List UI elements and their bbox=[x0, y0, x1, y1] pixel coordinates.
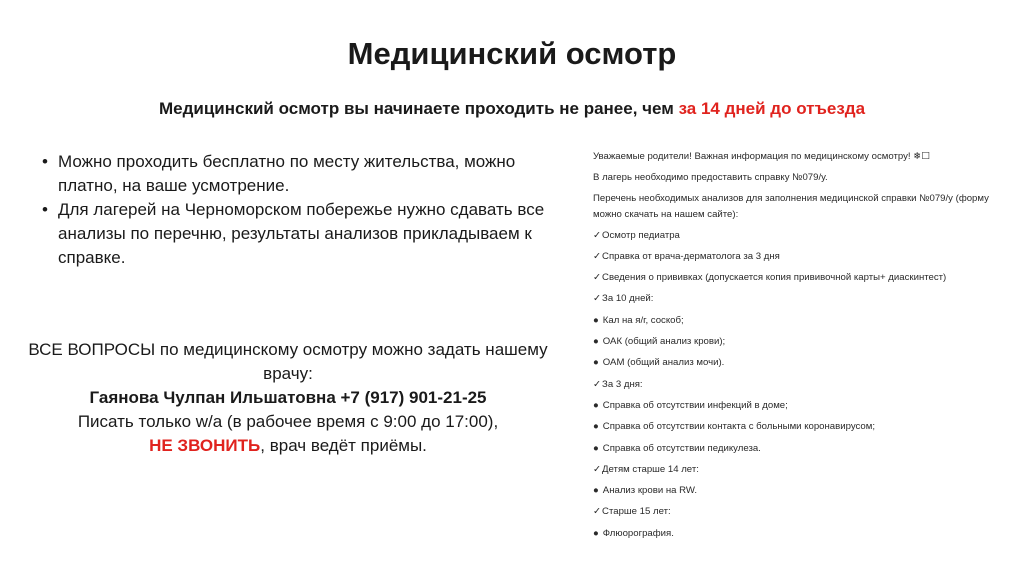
doc-list-item-text: Кал на я/г, соскоб; bbox=[602, 314, 684, 326]
doc-list-item-text: ОАК (общий анализ крови); bbox=[602, 336, 726, 348]
info-bullet-list bbox=[36, 150, 551, 270]
contact-intro: ВСЕ ВОПРОСЫ по медицинскому осмотру можно задать нашему врачу: bbox=[28, 340, 548, 383]
doc-list-item bbox=[593, 480, 1013, 501]
doc-list-item bbox=[593, 416, 1013, 437]
subtitle-text: Медицинский осмотр вы начинаете проходить не ранее, чем bbox=[158, 99, 679, 118]
doc-list-item bbox=[593, 267, 1013, 288]
checkmark-icon: ✓ bbox=[593, 378, 602, 390]
contact-hours: Писать только w/a (в рабочее время с 9:00 до 17:00), bbox=[77, 412, 499, 431]
doc-list-item bbox=[593, 374, 1013, 395]
bullet-dot-icon: ● bbox=[593, 399, 599, 411]
doc-list-item-text: Справка от врача-дерматолога за 3 дня bbox=[602, 250, 780, 262]
subtitle bbox=[0, 99, 1024, 119]
doc-list-item bbox=[593, 352, 1013, 373]
bullet-dot-icon: • bbox=[42, 152, 48, 171]
doc-greeting bbox=[593, 146, 1013, 167]
doc-greeting-text: Уважаемые родители! Важная информация по медицинскому осмотру! bbox=[593, 151, 914, 162]
bullet-dot-icon: • bbox=[42, 200, 48, 219]
checkmark-icon: ✓ bbox=[593, 272, 602, 284]
do-not-call-warning: НЕ ЗВОНИТЬ bbox=[149, 436, 261, 455]
doc-list-item bbox=[593, 438, 1013, 459]
doc-list-item-text: Справка об отсутствии педикулеза. bbox=[602, 442, 761, 454]
bullet-dot-icon: ● bbox=[593, 357, 599, 369]
checkmark-icon: ✓ bbox=[593, 293, 602, 305]
doc-list-item-text: Детям старше 14 лет: bbox=[602, 463, 699, 475]
snowflake-icon: ❄☐ bbox=[913, 151, 930, 162]
info-bullet-text: Можно проходить бесплатно по месту жительства, можно платно, на ваше усмотрение. bbox=[58, 152, 516, 195]
checkmark-icon: ✓ bbox=[593, 229, 602, 241]
doc-list-item-text: Справка об отсутствии инфекций в доме; bbox=[602, 399, 788, 411]
doc-list-item bbox=[593, 501, 1013, 522]
doc-certificate-line: В лагерь необходимо предоставить справку №079/у. bbox=[593, 172, 828, 184]
subtitle-highlight: за 14 дней до отъезда bbox=[678, 99, 866, 118]
doc-list-item bbox=[593, 246, 1013, 267]
info-bullet-text: Для лагерей на Черноморском побережье нужно сдавать все анализы по перечню, результаты анализов прикладываем к справке. bbox=[58, 200, 545, 267]
bullet-dot-icon: ● bbox=[593, 336, 599, 348]
doc-list-item-text: ОАМ (общий анализ мочи). bbox=[602, 357, 725, 369]
info-bullet bbox=[36, 150, 551, 198]
doc-list-item-text: Старше 15 лет: bbox=[602, 506, 671, 518]
doctor-name-phone: Гаянова Чулпан Ильшатовна +7 (917) 901-21-25 bbox=[89, 388, 487, 407]
doc-analyses-intro: Перечень необходимых анализов для заполнения медицинской справки №079/у (форму можно скачать на нашем сайте): bbox=[593, 192, 989, 220]
bullet-dot-icon: ● bbox=[593, 421, 599, 433]
doc-list-item bbox=[593, 523, 1013, 544]
doc-list-item bbox=[593, 459, 1013, 480]
doc-items-list bbox=[593, 225, 1013, 544]
doc-list-item bbox=[593, 225, 1013, 246]
checkmark-icon: ✓ bbox=[593, 463, 602, 475]
doc-list-item bbox=[593, 395, 1013, 416]
doc-list-item-text: Флюорография. bbox=[602, 527, 674, 539]
doc-list-item-text: Справка об отсутствии контакта с больными коронавирусом; bbox=[602, 421, 876, 433]
checkmark-icon: ✓ bbox=[593, 506, 602, 518]
bullet-dot-icon: ● bbox=[593, 314, 599, 326]
document-image bbox=[593, 146, 1013, 544]
doc-list-item bbox=[593, 331, 1013, 352]
bullet-dot-icon: ● bbox=[593, 442, 599, 454]
bullet-dot-icon: ● bbox=[593, 527, 599, 539]
info-bullet bbox=[36, 198, 551, 270]
page-title: Медицинский осмотр bbox=[347, 36, 677, 71]
doc-list-item-text: Анализ крови на RW. bbox=[602, 485, 698, 497]
contact-warning-line bbox=[20, 434, 556, 458]
bullet-dot-icon: ● bbox=[593, 485, 599, 497]
doc-list-item-text: За 10 дней: bbox=[602, 293, 654, 305]
contact-warning-rest: , врач ведёт приёмы. bbox=[260, 436, 427, 455]
doc-list-item-text: За 3 дня: bbox=[602, 378, 643, 390]
contact-block bbox=[20, 338, 556, 458]
doc-list-item bbox=[593, 288, 1013, 309]
doc-list-item bbox=[593, 310, 1013, 331]
doc-list-item-text: Осмотр педиатра bbox=[602, 229, 680, 241]
checkmark-icon: ✓ bbox=[593, 250, 602, 262]
doc-list-item-text: Сведения о прививках (допускается копия прививочной карты+ диаскинтест) bbox=[602, 272, 947, 284]
